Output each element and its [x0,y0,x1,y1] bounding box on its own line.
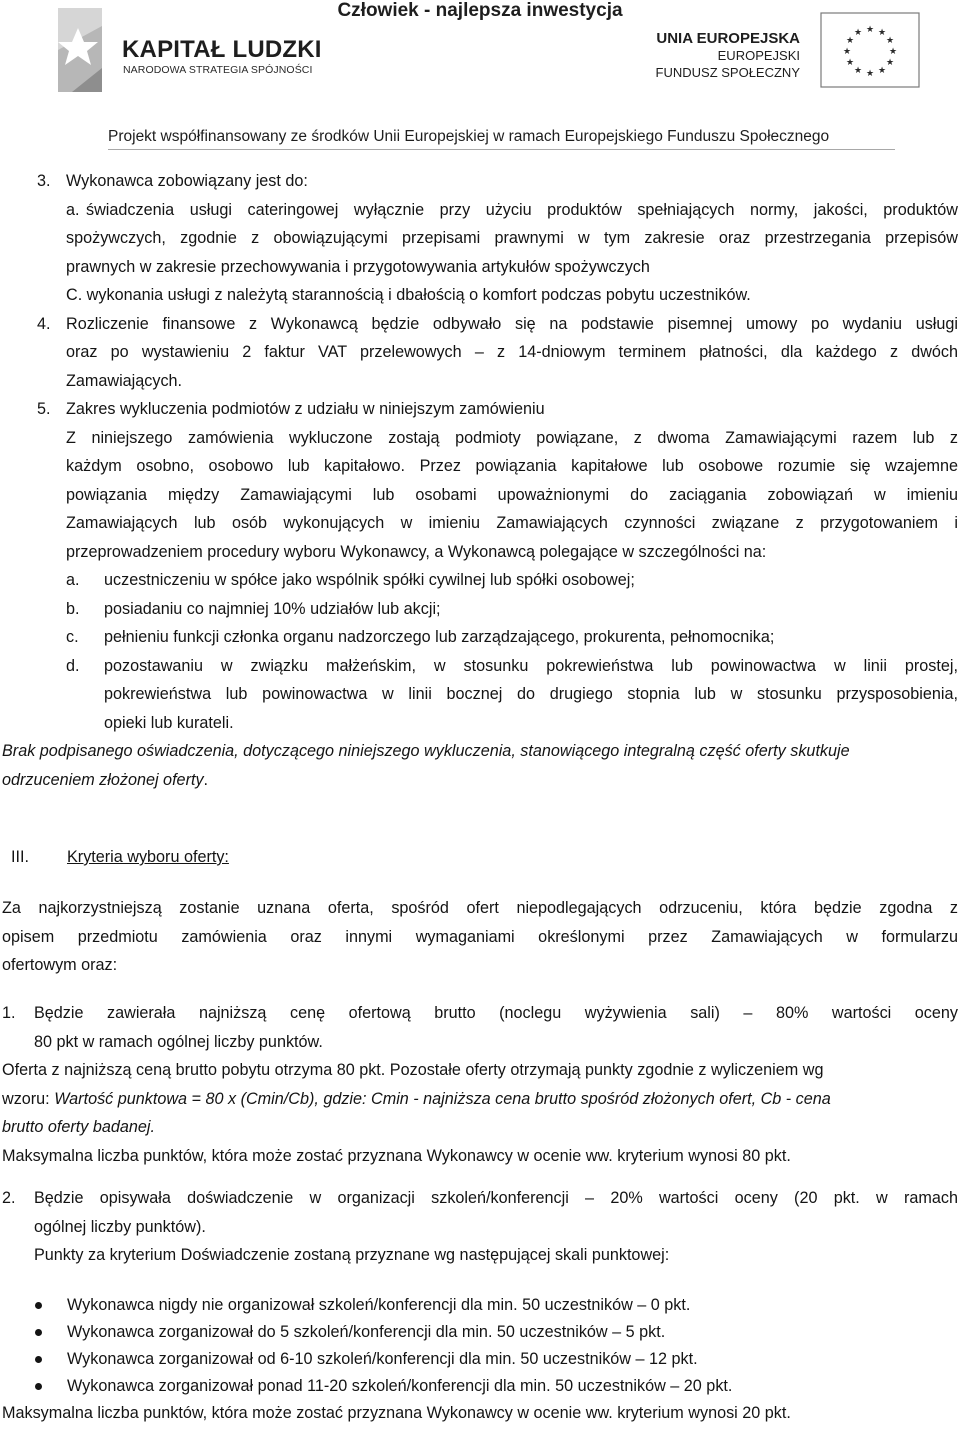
exclusion-item-text: pozostawaniu w związku małżeńskim, w stosunku pokrewieństwa lub powinowactwa w linii prostej, [104,656,958,675]
svg-text:★: ★ [842,47,852,57]
section-3-title: Wykonawca zobowiązany jest do: [66,172,308,190]
exclusion-item-label: d. [66,656,80,675]
criterion-2-max-points: Maksymalna liczba punktów, która może zostać przyznana Wykonawcy w ocenie ww. kryterium wynosi 20 pkt. [2,1404,791,1422]
section-3-a-line-1: świadczenia usługi cateringowej wyłącznie przy użyciu produktów spełniających normy, jakości, produktów [86,200,958,219]
section-4-line-1: Rozliczenie finansowe z Wykonawcą będzie odbywało się na podstawie pisemnej umowy po wydaniu usługi [66,314,958,333]
svg-text:★: ★ [888,47,898,57]
svg-text:★: ★ [865,69,875,79]
criterion-1-paragraph-line-2 [2,1085,831,1114]
kapital-ludzki-logo-mark [58,8,102,92]
criterion-1-line-1: Będzie zawierała najniższą cenę ofertową brutto (noclegu wyżywienia sali) – 80% wartości oceny [34,1004,958,1022]
section-4-line-2: oraz po wystawieniu 2 faktur VAT przelewowych – z 14-dniowym terminem płatności, dla każdego z dwóch [66,343,958,361]
section-5-title: Zakres wykluczenia podmiotów z udziału w niniejszym zamówieniu [66,400,545,418]
svg-text:★: ★ [877,66,887,76]
exclusion-note-line-2 [2,766,208,795]
scale-item: Wykonawca nigdy nie organizował szkoleń/konferencji dla min. 50 uczestników – 0 pkt. [67,1296,691,1314]
scale-item: Wykonawca zorganizował ponad 11-20 szkoleń/konferencji dla min. 50 uczestników – 20 pkt. [67,1377,733,1395]
svg-text:★: ★ [845,36,855,46]
svg-text:★: ★ [853,28,863,38]
exclusion-item-text: posiadaniu co najmniej 10% udziałów lub akcji; [104,599,441,618]
criterion-1-paragraph-line-1: Oferta z najniższą ceną brutto pobytu otrzyma 80 pkt. Pozostałe oferty otrzymają punkty zgodnie z wyliczeniem wg [2,1061,824,1079]
exclusion-note-text: odrzuceniem złożonej oferty [2,770,204,789]
exclusion-item-text: uczestniczeniu w spółce jako wspólnik spółki cywilnej lub spółki osobowej; [104,571,635,589]
exclusion-item-text: pełnieniu funkcji członka organu nadzorczego lub zarządzającego, prokurenta, pełnomocnika; [104,628,775,646]
criterion-1-paragraph-line-3: brutto oferty badanej. [2,1118,155,1136]
eu-line-1: UNIA EUROPEJSKA [656,30,800,47]
criterion-1-max-points: Maksymalna liczba punktów, która może zostać przyznana Wykonawcy w ocenie ww. kryterium wynosi 80 pkt. [2,1146,791,1165]
eu-flag-icon [820,12,920,88]
program-subtitle: NARODOWA STRATEGIA SPÓJNOŚCI [123,64,313,76]
section-3-a-line-3: prawnych w zakresie przechowywania i przygotowywania artykułów spożywczych [66,257,650,276]
section-5-paragraph-line-5: przeprowadzeniem procedury wyboru Wykonawcy, a Wykonawcą polegające w szczególności na: [66,542,767,561]
criteria-intro-line-3: ofertowym oraz: [2,956,118,974]
cofinancing-note: Projekt współfinansowany ze środków Unii Europejskiej w ramach Europejskiego Funduszu Społecznego [108,128,830,145]
formula-text: Wartość punktowa = 80 x (Cmin/Cb), gdzie: Cmin - najniższa cena brutto spośród złożonych ofert, Cb - cena [54,1089,831,1108]
criterion-1-number: 1. [2,1004,16,1022]
program-title: KAPITAŁ LUDZKI [122,36,322,63]
scale-item: Wykonawca zorganizował do 5 szkoleń/konferencji dla min. 50 uczestników – 5 pkt. [67,1323,666,1341]
bullet-icon [35,1329,42,1336]
section-5-paragraph-line-1: Z niniejszego zamówienia wykluczone zostają podmioty powiązane, z dwoma Zamawiającymi razem lub z [66,428,958,447]
svg-text:★: ★ [845,58,855,68]
exclusion-note-period: . [203,770,209,789]
svg-text:★: ★ [853,66,863,76]
section-5-paragraph-line-2: każdym osobno, osobowo lub kapitałowo. Przez powiązania kapitałowe lub osobowe rozumie się wzajemne [66,457,958,475]
section-5-number: 5. [37,400,51,418]
section-3-a-line-2: spożywczych, zgodnie z obowiązującymi przepisami prawnymi w tym zakresie oraz przestrzegania przepisów [66,229,958,247]
section-5-paragraph-line-3: powiązania między Zamawiającymi lub osobami upoważnionymi do zaciągania zobowiązań w imieniu [66,485,958,504]
svg-text:★: ★ [885,36,895,46]
criterion-2-line-1: Będzie opisywała doświadczenie w organizacji szkoleń/konferencji – 20% wartości oceny (20 pkt. w ramach [34,1189,958,1207]
formula-lead: wzoru: [2,1089,55,1108]
header-divider [108,149,895,150]
section-3-a-label: a. [66,200,80,219]
exclusion-item-text: pokrewieństwa lub powinowactwa w linii bocznej do drugiego stopnia lub w stosunku przysposobienia, [104,685,958,703]
bullet-icon [35,1356,42,1363]
criterion-2-line-3: Punkty za kryterium Doświadczenie zostaną przyznane wg następującej skali punktowej: [34,1246,670,1264]
svg-text:★: ★ [885,58,895,68]
exclusion-item-text: opieki lub kurateli. [104,713,234,732]
section-iii-title: Kryteria wyboru oferty: [67,848,229,866]
exclusion-item-label: b. [66,599,80,618]
criterion-2-line-2: ogólnej liczby punktów). [34,1217,206,1236]
section-3-c-line: C. wykonania usługi z należytą starannością i dbałością o komfort podczas pobytu uczestników. [66,286,751,304]
section-iii-number: III. [11,848,29,866]
criteria-intro-line-1: Za najkorzystniejszą zostanie uznana oferta, spośród ofert niepodlegających odrzuceniu, która będzie zgodna z [2,899,958,917]
section-4-number: 4. [37,314,51,333]
scale-item: Wykonawca zorganizował od 6-10 szkoleń/konferencji dla min. 50 uczestników – 12 pkt. [67,1350,698,1368]
bullet-icon [35,1383,42,1390]
section-5-paragraph-line-4: Zamawiających lub osób wykonujących w imieniu Zamawiających czynności związane z przygotowaniem i [66,514,958,532]
section-3-number: 3. [37,172,51,190]
criterion-2-number: 2. [2,1189,16,1207]
criterion-1-line-2: 80 pkt w ramach ogólnej liczby punktów. [34,1032,323,1051]
exclusion-note-line-1: Brak podpisanego oświadczenia, dotyczącego niniejszego wykluczenia, stanowiącego integralną część oferty skutkuje [2,742,850,760]
section-4-line-3: Zamawiających. [66,371,183,390]
svg-text:★: ★ [865,25,875,35]
exclusion-item-label: a. [66,571,80,589]
exclusion-item-label: c. [66,628,79,646]
bullet-icon [35,1302,42,1309]
eu-line-3: FUNDUSZ SPOŁECZNY [655,65,800,80]
slogan: Człowiek - najlepsza inwestycja [337,0,623,21]
eu-line-2: EUROPEJSKI [717,48,800,63]
eu-text-block [656,30,800,81]
svg-text:★: ★ [877,28,887,38]
criteria-intro-line-2: opisem przedmiotu zamówienia oraz innymi wymaganiami określonymi przez Zamawiających w formularzu [2,927,958,946]
